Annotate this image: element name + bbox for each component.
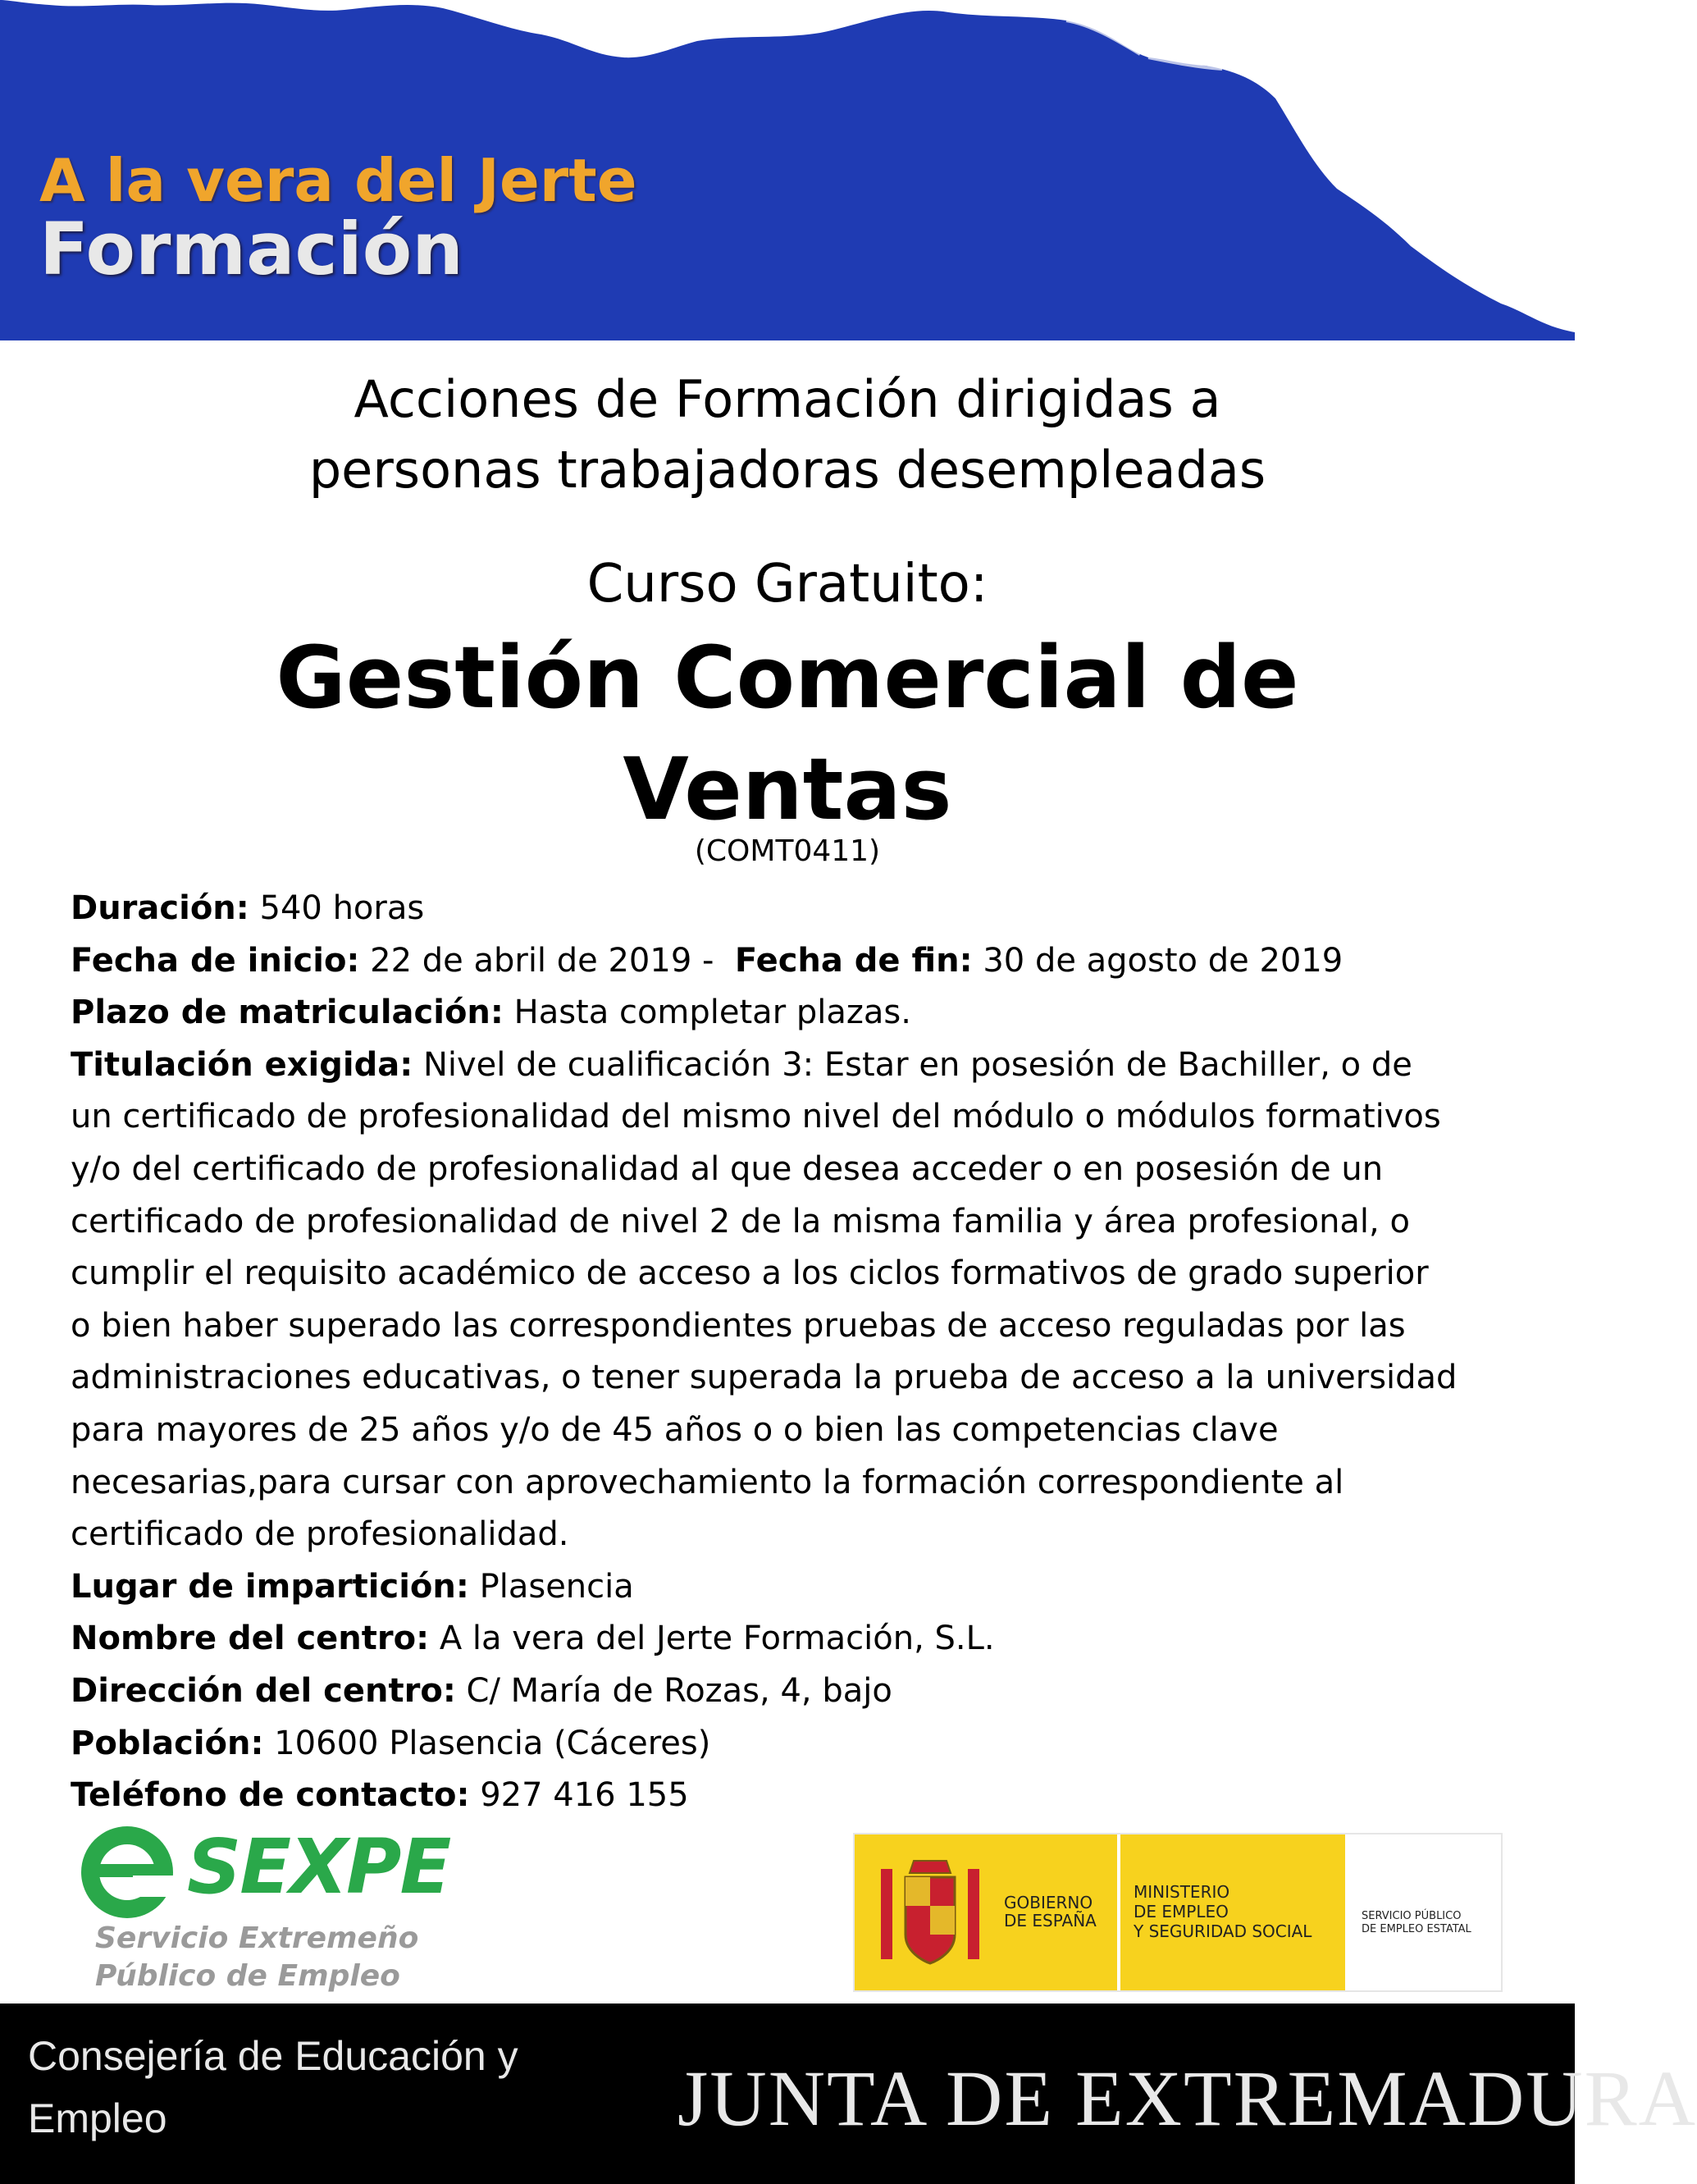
detail-label: Nombre del centro:: [71, 1620, 430, 1658]
coat-of-arms-icon: [873, 1853, 988, 1976]
detail-enrollment: [71, 987, 1514, 1039]
brand-name: A la vera del Jerte: [39, 146, 637, 215]
detail-value: 10600 Plasencia (Cáceres): [274, 1724, 711, 1762]
sexpe-e-icon: [74, 1823, 180, 1921]
subtitle-line: Acciones de Formación dirigidas a: [354, 369, 1221, 429]
detail-label: Dirección del centro:: [71, 1671, 456, 1710]
consejeria-text: [28, 2025, 518, 2150]
program-subtitle: [0, 364, 1575, 505]
consejeria-line: Empleo: [28, 2095, 167, 2141]
detail-label: Teléfono de contacto:: [71, 1776, 470, 1815]
detail-center-name: [71, 1613, 1514, 1665]
detail-value: Nivel de cualificación 3: Estar en posesión de Bachiller, o de: [422, 1045, 1412, 1084]
sepe-text: SERVICIO PÚBLICO DE EMPLEO ESTATAL: [1362, 1910, 1471, 1935]
detail-value: 927 416 155: [480, 1776, 689, 1815]
course-code: (COMT0411): [694, 834, 881, 868]
detail-value: 22 de abril de 2019 -: [370, 941, 714, 980]
consejeria-line: Consejería de Educación y: [28, 2033, 518, 2079]
detail-label: Fecha de inicio:: [71, 941, 360, 980]
detail-label: Plazo de matriculación:: [71, 994, 504, 1032]
requirement-line: necesarias,para cursar con aprovechamiento la formación correspondiente al: [71, 1463, 1344, 1501]
detail-center-address: [71, 1665, 1514, 1718]
sexpe-logo: [72, 1820, 450, 1993]
detail-duration: [71, 883, 1514, 935]
course-title: [0, 622, 1575, 845]
detail-dates: [71, 935, 1514, 988]
free-course-label: Curso Gratuito:: [586, 554, 988, 615]
detail-label: Población:: [71, 1724, 264, 1762]
sexpe-subtitle-line: Público de Empleo: [95, 1959, 400, 1993]
requirement-line: certificado de profesionalidad de nivel 2 de la misma familia y área profesional, o: [71, 1202, 1410, 1240]
detail-phone: [71, 1770, 1514, 1822]
sexpe-subtitle-line: Servicio Extremeño: [95, 1921, 419, 1955]
detail-value: Plasencia: [479, 1567, 634, 1606]
detail-label: Lugar de impartición:: [71, 1567, 469, 1606]
sexpe-name: SEXPE: [187, 1823, 450, 1911]
detail-label: Fecha de fin:: [734, 941, 973, 980]
course-title-line: Gestión Comercial de: [276, 628, 1299, 728]
detail-value: Hasta completar plazas.: [513, 994, 911, 1032]
course-title-line: Ventas: [623, 739, 952, 839]
requirement-line: para mayores de 25 años y/o de 45 años o o bien las competencias clave: [71, 1410, 1279, 1449]
ministerio-panel: [1120, 1834, 1345, 1990]
detail-label: Titulación exigida:: [71, 1045, 413, 1084]
ministerio-text: MINISTERIO DE EMPLEO Y SEGURIDAD SOCIAL: [1134, 1882, 1312, 1941]
gobierno-text: GOBIERNO DE ESPAÑA: [1004, 1893, 1097, 1930]
detail-value: C/ María de Rozas, 4, bajo: [466, 1671, 892, 1710]
detail-location: [71, 1561, 1514, 1614]
detail-label: Duración:: [71, 889, 249, 927]
requirement-line: cumplir el requisito académico de acceso a los ciclos formativos de grado superior: [71, 1254, 1429, 1293]
subtitle-line: personas trabajadoras desempleadas: [308, 440, 1266, 500]
requirement-line: y/o del certificado de profesionalidad al que desea acceder o en posesión de un: [71, 1149, 1384, 1188]
brand-subname: Formación: [39, 207, 463, 291]
government-logo: [853, 1833, 1503, 1992]
footer-bar: [0, 2004, 1697, 2184]
detail-value: 30 de agosto de 2019: [983, 941, 1343, 980]
detail-value: 540 horas: [259, 889, 425, 927]
requirement-line: o bien haber superado las correspondientes pruebas de acceso reguladas por las: [71, 1306, 1406, 1345]
requirement-line: un certificado de profesionalidad del mismo nivel del módulo o módulos formativos: [71, 1098, 1441, 1136]
sepe-panel: [1348, 1834, 1501, 1990]
requirement-line: certificado de profesionalidad.: [71, 1515, 569, 1554]
requirement-line: administraciones educativas, o tener superada la prueba de acceso a la universidad: [71, 1359, 1458, 1397]
detail-town: [71, 1718, 1514, 1771]
detail-value: A la vera del Jerte Formación, S.L.: [439, 1620, 995, 1658]
requirement-line: [71, 1039, 1514, 1092]
junta-extremadura-text: JUNTA DE EXTREMADURA: [677, 2054, 1697, 2142]
detail-requirement: [71, 1039, 1514, 1561]
header-banner: [0, 0, 1575, 340]
course-details: [71, 883, 1514, 1822]
sexpe-subtitle: [95, 1920, 418, 1995]
gobierno-panel: [855, 1834, 1117, 1990]
